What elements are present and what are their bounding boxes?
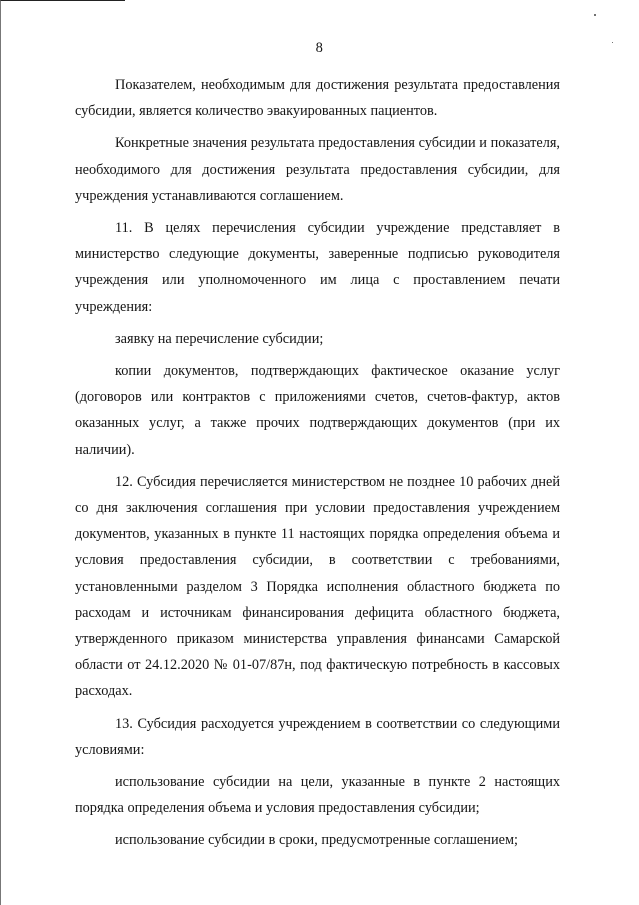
document-body (75, 72, 560, 854)
scan-edge-left (0, 0, 1, 905)
paragraph-condition-terms: использование субсидии в сроки, предусмотренные соглашением; (115, 832, 518, 849)
paragraph-result-values: Конкретные значения результата предоставления субсидии и показателя, необходимого для достижения результата предоставления субсидии, для учреждения устанавливаются соглашением. (75, 135, 560, 204)
scan-speck (594, 14, 596, 16)
paragraph-clause-13: 13. Субсидия расходуется учреждением в соответствии со следующими условиями: (75, 715, 560, 758)
paragraph-indicator: Показателем, необходимым для достижения результата предоставления субсидии, является количество эвакуированных пациентов. (75, 77, 560, 120)
page-number: 8 (315, 40, 324, 56)
paragraph-application: заявку на перечисление субсидии; (115, 330, 324, 347)
scan-edge-top (0, 0, 125, 1)
paragraph-document-copies: копии документов, подтверждающих фактическое оказание услуг (договоров или контрактов с приложениями счетов, счетов-фактур, актов оказанных услуг, а также прочих подтверждающих документов (при их наличии). (75, 363, 560, 458)
paragraph-clause-11: 11. В целях перечисления субсидии учреждение представляет в министерство следующие документы, заверенные подписью руководителя учреждения или уполномоченного им лица с проставлением печати учреждения: (75, 220, 560, 315)
paragraph-condition-purpose: использование субсидии на цели, указанные в пункте 2 настоящих порядка определения объема и условия предоставления субсидии; (75, 774, 560, 817)
paragraph-clause-12: 12. Субсидия перечисляется министерством не позднее 10 рабочих дней со дня заключения соглашения при условии предоставления учреждением документов, указанных в пункте 11 настоящих порядка определения объема и условия предоставления субсидии, в соответствии с требованиями, установленными разделом 3 Порядка исполнения областного бюджета по расходам и источникам финансирования дефицита областного бюджета, утвержденного приказом министерства управления финансами Самарской области от 24.12.2020 № 01-07/87н, под фактическую потребность в кассовых расходах. (75, 473, 560, 700)
